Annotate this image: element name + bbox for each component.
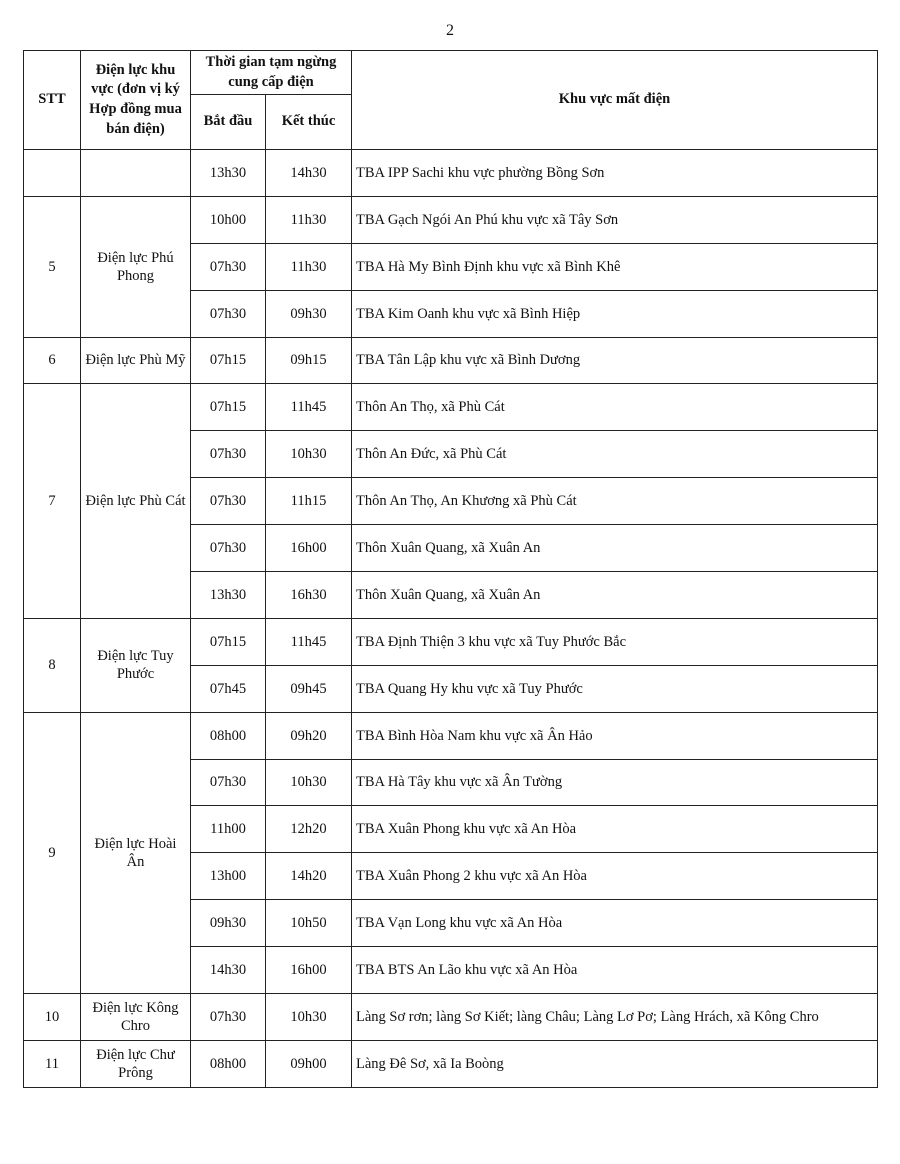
cell-stt: 6	[24, 337, 81, 384]
table-body	[24, 150, 878, 1088]
cell-stt: 9	[24, 712, 81, 993]
table-row	[24, 150, 878, 197]
cell-start: 07h15	[191, 337, 266, 384]
cell-end: 16h00	[266, 947, 352, 994]
cell-start: 13h00	[191, 853, 266, 900]
cell-start: 07h30	[191, 243, 266, 290]
cell-start: 07h30	[191, 994, 266, 1041]
cell-area: TBA Vạn Long khu vực xã An Hòa	[352, 900, 878, 947]
cell-start: 11h00	[191, 806, 266, 853]
header-end: Kết thúc	[266, 95, 352, 150]
table-row	[24, 712, 878, 759]
table-row	[24, 618, 878, 665]
table-row	[24, 337, 878, 384]
cell-end: 11h30	[266, 196, 352, 243]
cell-area: TBA BTS An Lão khu vực xã An Hòa	[352, 947, 878, 994]
cell-start: 08h00	[191, 1040, 266, 1087]
cell-start: 07h30	[191, 290, 266, 337]
cell-start: 13h30	[191, 150, 266, 197]
cell-end: 10h50	[266, 900, 352, 947]
cell-end: 14h30	[266, 150, 352, 197]
cell-unit: Điện lực Kông Chro	[81, 994, 191, 1041]
cell-area: Thôn Xuân Quang, xã Xuân An	[352, 572, 878, 619]
cell-start: 07h15	[191, 384, 266, 431]
cell-stt: 7	[24, 384, 81, 618]
cell-area: TBA Định Thiện 3 khu vực xã Tuy Phước Bắc	[352, 618, 878, 665]
cell-area: TBA Hà Tây khu vực xã Ân Tường	[352, 759, 878, 806]
cell-start: 07h30	[191, 431, 266, 478]
cell-area: Làng Sơ rơn; làng Sơ Kiết; làng Châu; Làng Lơ Pơ; Làng Hrách, xã Kông Chro	[352, 994, 878, 1041]
cell-end: 16h00	[266, 525, 352, 572]
cell-end: 11h45	[266, 384, 352, 431]
cell-start: 07h30	[191, 525, 266, 572]
cell-unit: Điện lực Hoài Ân	[81, 712, 191, 993]
header-area: Khu vực mất điện	[352, 51, 878, 150]
cell-area: TBA Tân Lập khu vực xã Bình Dương	[352, 337, 878, 384]
cell-area: TBA Xuân Phong 2 khu vực xã An Hòa	[352, 853, 878, 900]
cell-unit: Điện lực Chư Prông	[81, 1040, 191, 1087]
table-header	[24, 51, 878, 150]
cell-area: TBA IPP Sachi khu vực phường Bồng Sơn	[352, 150, 878, 197]
cell-area: TBA Quang Hy khu vực xã Tuy Phước	[352, 665, 878, 712]
cell-area: Làng Đê Sơ, xã Ia Boòng	[352, 1040, 878, 1087]
table-row	[24, 1040, 878, 1087]
header-start: Bắt đầu	[191, 95, 266, 150]
cell-stt	[24, 150, 81, 197]
cell-unit: Điện lực Phú Phong	[81, 196, 191, 337]
cell-area: Thôn Xuân Quang, xã Xuân An	[352, 525, 878, 572]
cell-start: 13h30	[191, 572, 266, 619]
cell-end: 10h30	[266, 759, 352, 806]
header-unit: Điện lực khu vực (đơn vị ký Hợp đồng mua bán điện)	[81, 51, 191, 150]
table-row	[24, 994, 878, 1041]
cell-end: 09h20	[266, 712, 352, 759]
cell-area: TBA Bình Hòa Nam khu vực xã Ân Hảo	[352, 712, 878, 759]
table-row	[24, 196, 878, 243]
cell-area: Thôn An Thọ, xã Phù Cát	[352, 384, 878, 431]
header-stt: STT	[24, 51, 81, 150]
cell-end: 10h30	[266, 994, 352, 1041]
cell-start: 07h30	[191, 759, 266, 806]
cell-area: TBA Kim Oanh khu vực xã Bình Hiệp	[352, 290, 878, 337]
page-number: 2	[446, 22, 454, 39]
cell-start: 09h30	[191, 900, 266, 947]
table-row	[24, 384, 878, 431]
cell-unit: Điện lực Tuy Phước	[81, 618, 191, 712]
cell-area: TBA Gạch Ngói An Phú khu vực xã Tây Sơn	[352, 196, 878, 243]
cell-stt: 10	[24, 994, 81, 1041]
cell-area: TBA Xuân Phong khu vực xã An Hòa	[352, 806, 878, 853]
cell-start: 07h15	[191, 618, 266, 665]
cell-unit: Điện lực Phù Mỹ	[81, 337, 191, 384]
cell-end: 09h15	[266, 337, 352, 384]
cell-end: 09h30	[266, 290, 352, 337]
cell-area: Thôn An Đức, xã Phù Cát	[352, 431, 878, 478]
cell-stt: 5	[24, 196, 81, 337]
cell-start: 07h30	[191, 478, 266, 525]
cell-unit: Điện lực Phù Cát	[81, 384, 191, 618]
cell-stt: 11	[24, 1040, 81, 1087]
cell-area: TBA Hà My Bình Định khu vực xã Bình Khê	[352, 243, 878, 290]
cell-end: 11h15	[266, 478, 352, 525]
outage-schedule-table	[23, 50, 878, 1088]
cell-end: 09h45	[266, 665, 352, 712]
header-time-group: Thời gian tạm ngừng cung cấp điện	[191, 51, 352, 95]
cell-area: Thôn An Thọ, An Khương xã Phù Cát	[352, 478, 878, 525]
cell-end: 16h30	[266, 572, 352, 619]
cell-end: 10h30	[266, 431, 352, 478]
cell-end: 14h20	[266, 853, 352, 900]
cell-end: 11h30	[266, 243, 352, 290]
cell-start: 14h30	[191, 947, 266, 994]
cell-end: 12h20	[266, 806, 352, 853]
cell-unit	[81, 150, 191, 197]
cell-start: 08h00	[191, 712, 266, 759]
cell-start: 10h00	[191, 196, 266, 243]
cell-stt: 8	[24, 618, 81, 712]
cell-end: 09h00	[266, 1040, 352, 1087]
cell-end: 11h45	[266, 618, 352, 665]
cell-start: 07h45	[191, 665, 266, 712]
